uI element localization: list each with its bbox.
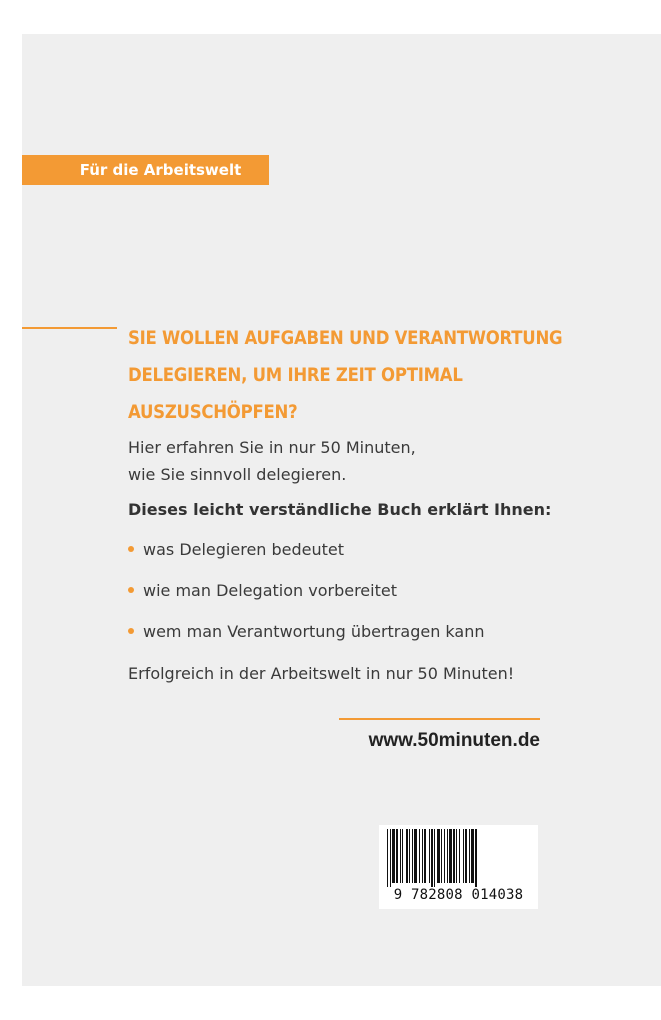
barcode-bar [390, 829, 391, 887]
list-item [128, 618, 484, 659]
barcode-bar [437, 829, 440, 883]
bullet-text: wem man Verantwortung übertragen kann [143, 622, 485, 641]
barcode-bar [456, 829, 457, 883]
barcode-bar [409, 829, 410, 883]
barcode-bar [431, 829, 433, 887]
website-accent-rule [339, 718, 540, 720]
barcode-bar [402, 829, 403, 883]
list-item [128, 536, 484, 577]
barcode-bars-icon [385, 829, 532, 887]
barcode-bar [422, 829, 423, 883]
barcode-bar [419, 829, 420, 883]
series-tag: Für die Arbeitswelt [22, 155, 269, 185]
barcode-bar [424, 829, 426, 883]
barcode-bar [447, 829, 448, 883]
bullet-text: wie man Delegation vorbereitet [143, 581, 397, 600]
barcode-bar [412, 829, 413, 883]
website-link[interactable]: www.50minuten.de [368, 730, 540, 751]
bullet-dot-icon [128, 587, 134, 593]
closing-text: Erfolgreich in der Arbeitswelt in nur 50 Minuten! [128, 664, 515, 683]
bullet-dot-icon [128, 546, 134, 552]
intro-line-2: wie Sie sinnvoll delegieren. [128, 465, 347, 484]
barcode-bar [392, 829, 395, 883]
barcode-bar [471, 829, 474, 883]
list-item [128, 577, 484, 618]
barcode-bar [434, 829, 435, 887]
headline-accent-rule [22, 327, 117, 329]
barcode-bar [429, 829, 430, 883]
headline-line-3: AUSZUSCHÖPFEN? [128, 401, 298, 423]
bullet-list [128, 536, 484, 659]
barcode-bar [453, 829, 455, 883]
barcode-bar [465, 829, 467, 883]
barcode-bar [400, 829, 401, 883]
barcode-bar [469, 829, 470, 883]
lead-text: Dieses leicht verständliche Buch erklärt Ihnen: [128, 500, 552, 519]
headline [128, 320, 563, 431]
barcode-bar [459, 829, 460, 883]
isbn-number: 9 782808 014038 [393, 887, 524, 903]
barcode-bar [387, 829, 388, 887]
bullet-dot-icon [128, 628, 134, 634]
intro-text [128, 434, 416, 488]
barcode-bar [449, 829, 452, 883]
headline-line-1: SIE WOLLEN AUFGABEN UND VERANTWORTUNG [128, 327, 563, 349]
headline-line-2: DELEGIEREN, UM IHRE ZEIT OPTIMAL [128, 364, 463, 386]
barcode-bar [441, 829, 442, 883]
barcode-bar [444, 829, 445, 883]
barcode-bar [406, 829, 408, 883]
intro-line-1: Hier erfahren Sie in nur 50 Minuten, [128, 438, 416, 457]
barcode [379, 825, 538, 909]
bullet-text: was Delegieren bedeutet [143, 540, 345, 559]
barcode-bar [396, 829, 398, 883]
barcode-bar [463, 829, 464, 883]
barcode-bar [414, 829, 417, 883]
barcode-bar [475, 829, 477, 887]
